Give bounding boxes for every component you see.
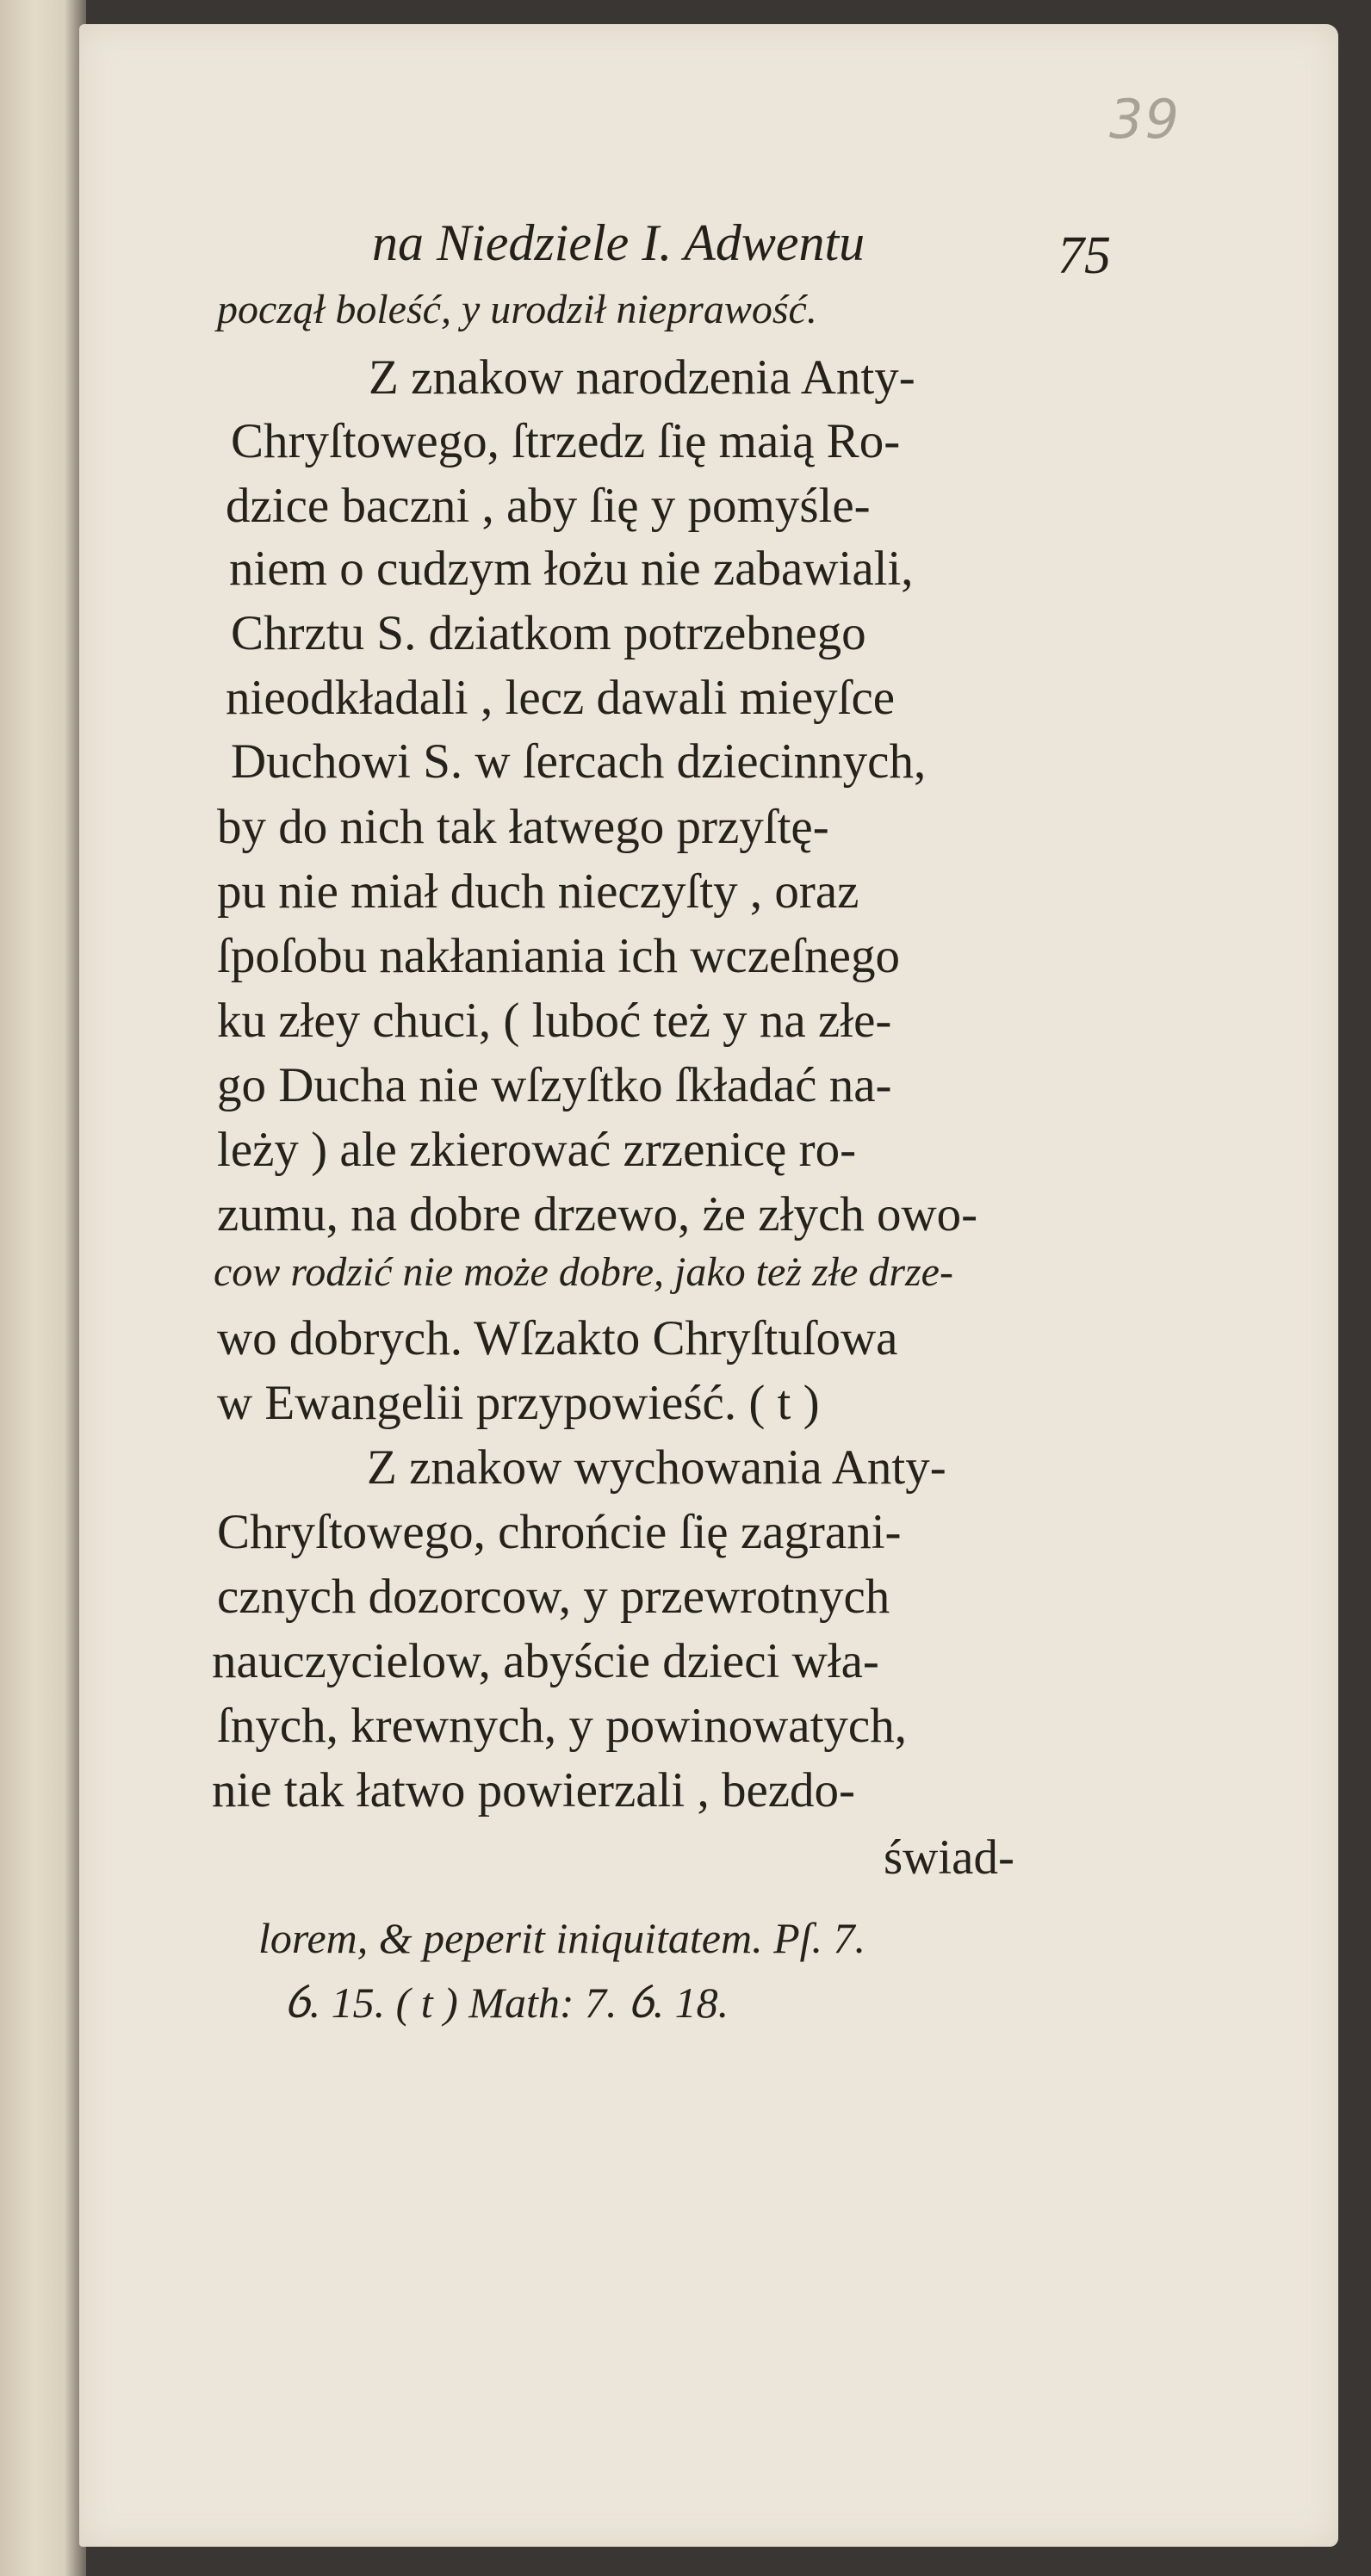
text-line: niem o cudzym łożu nie zabawiali, xyxy=(229,542,914,596)
text-line: Chryſtowego, ſtrzedz ſię maią Ro- xyxy=(231,414,901,468)
text-line: pu nie miał duch nieczyſty , oraz xyxy=(217,864,859,919)
text-line: leży ) ale zkierować zrzenicę ro- xyxy=(217,1123,857,1177)
text-line: Chryſtowego, chrońcie ſię zagrani- xyxy=(217,1505,902,1559)
text-line: ſpoſobu nakłaniania ich wczeſnego xyxy=(217,929,900,983)
page-number: 75 xyxy=(1058,226,1111,285)
text-line: dzice baczni , aby ſię y pomyśle- xyxy=(226,479,871,533)
text-line: cznych dozorcow, y przewrotnych xyxy=(217,1570,890,1624)
text-line: by do nich tak łatwego przyſtę- xyxy=(217,800,829,854)
text-line: Chrztu S. dziatkom potrzebnego xyxy=(231,606,866,660)
text-line: zumu, na dobre drzewo, że złych owo- xyxy=(217,1187,978,1242)
pencil-page-mark: 39 xyxy=(1109,88,1181,151)
text-line: Duchowi S. w ſercach dziecinnych, xyxy=(231,734,927,789)
book-binding-edge xyxy=(0,0,86,2576)
text-line: ſnych, krewnych, y powinowatych, xyxy=(217,1699,907,1753)
text-line: go Ducha nie wſzyſtko ſkładać na- xyxy=(217,1058,892,1112)
text-line: nauczycielow, abyście dzieci wła- xyxy=(212,1634,879,1688)
running-header: na Niedziele I. Adwentu xyxy=(372,214,865,271)
text-line: nie tak łatwo powierzali , bezdo- xyxy=(212,1763,856,1817)
footnote-line-2: ỽ. 15. ( t ) Math: 7. ỽ. 18. xyxy=(284,1978,729,2027)
text-line: świad- xyxy=(884,1830,1014,1885)
text-line: cow rodzić nie może dobre, jako też złe drze- xyxy=(214,1249,953,1295)
text-line: ku złey chuci, ( luboć też y na złe- xyxy=(217,994,892,1048)
text-line: nieodkładali , lecz dawali mieyſce xyxy=(226,671,896,725)
text-line: w Ewangelii przypowieść. ( t ) xyxy=(217,1376,820,1430)
text-line: Z znakow narodzenia Anty- xyxy=(369,350,915,405)
text-line: wo dobrych. Wſzakto Chryſtuſowa xyxy=(217,1311,898,1365)
text-line: Z znakow wychowania Anty- xyxy=(367,1440,946,1495)
text-line: począł boleść, y urodził nieprawość. xyxy=(217,287,817,332)
footnote-line-1: lorem, & peperit iniquitatem. Pſ. 7. xyxy=(258,1914,866,1962)
